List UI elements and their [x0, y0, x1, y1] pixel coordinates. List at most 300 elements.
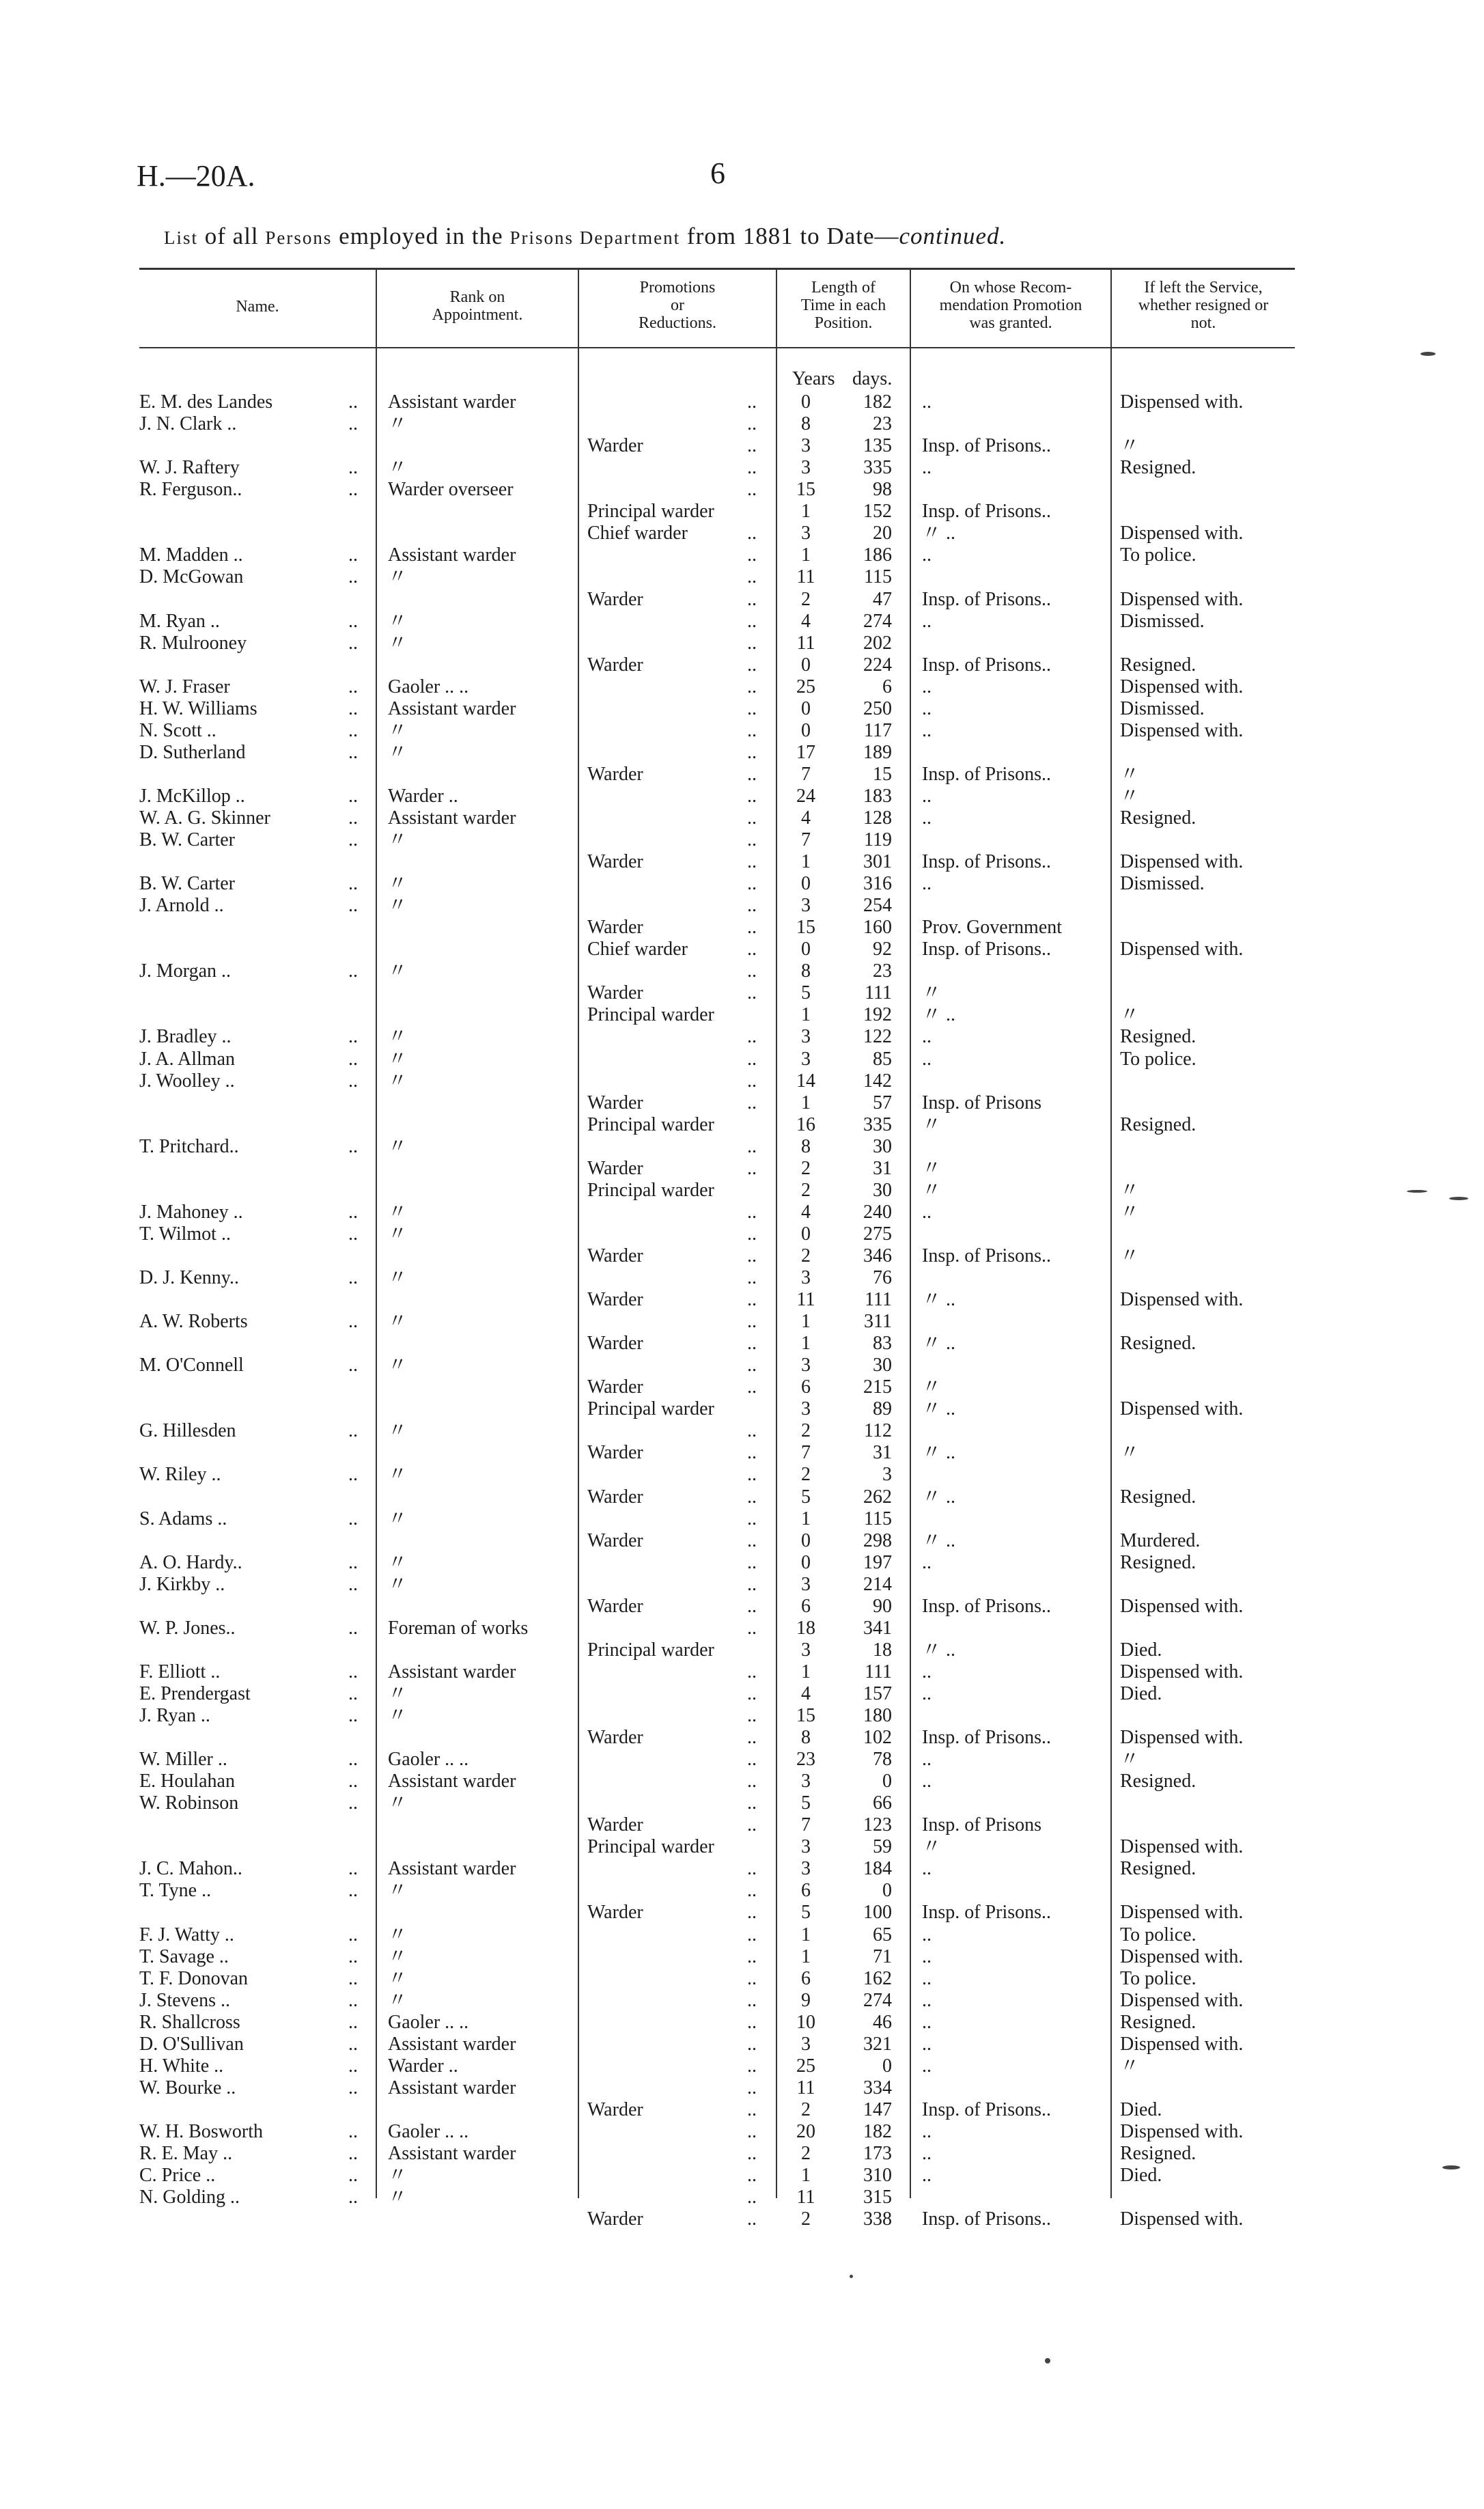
- table-row: [0, 523, 1484, 544]
- rank-on-appointment: 〃: [388, 1508, 408, 1529]
- promotion-or-reduction: Principal warder: [587, 1113, 714, 1135]
- promotion-or-reduction: Warder: [587, 851, 643, 872]
- table-row: [0, 1312, 1484, 1332]
- recommendation: 〃 ..: [922, 1529, 956, 1551]
- table-row: [0, 874, 1484, 894]
- years-value: 17: [796, 741, 815, 763]
- left-service-status: 〃: [1120, 1749, 1140, 1771]
- person-name: F. Elliott ..: [139, 1661, 221, 1682]
- person-name: J. Bradley ..: [139, 1026, 232, 1048]
- leader-dots: ..: [348, 1551, 358, 1573]
- rank-on-appointment: 〃: [388, 1311, 408, 1333]
- promotion-or-reduction: Principal warder: [587, 1836, 714, 1858]
- years-value: 4: [801, 610, 811, 632]
- years-value: 7: [801, 763, 811, 785]
- leader-dots: ..: [747, 2208, 757, 2230]
- recommendation: Insp. of Prisons: [922, 1092, 1042, 1113]
- table-row: [0, 1596, 1484, 1617]
- days-value: 47: [873, 588, 892, 610]
- leader-dots: ..: [747, 676, 757, 697]
- table-row: [0, 1531, 1484, 1551]
- promotion-or-reduction: Warder: [587, 588, 643, 610]
- years-value: 2: [801, 1245, 811, 1266]
- promotion-or-reduction: Warder: [587, 2098, 643, 2120]
- promotion-or-reduction: Warder: [587, 1442, 643, 1464]
- table-row: [0, 436, 1484, 456]
- years-value: 2: [801, 2143, 811, 2164]
- person-name: W. J. Raftery: [139, 457, 240, 479]
- days-value: 111: [865, 1661, 892, 1682]
- years-value: 8: [801, 1727, 811, 1748]
- recommendation: ..: [922, 1661, 932, 1682]
- rank-on-appointment: Assistant warder: [388, 2143, 516, 2164]
- recommendation: ..: [922, 2120, 932, 2142]
- rank-on-appointment: Assistant warder: [388, 1771, 516, 1792]
- leader-dots: ..: [747, 1749, 757, 1771]
- days-value: 338: [863, 2208, 892, 2230]
- leader-dots: ..: [348, 785, 358, 807]
- promotion-or-reduction: Principal warder: [587, 501, 714, 523]
- table-row: [0, 1180, 1484, 1201]
- table-row: [0, 2122, 1484, 2142]
- table-row: [0, 1947, 1484, 1967]
- recommendation: Insp. of Prisons..: [922, 501, 1052, 523]
- recommendation: Insp. of Prisons..: [922, 654, 1052, 676]
- rank-on-appointment: Assistant warder: [388, 1661, 516, 1682]
- recommendation: Insp. of Prisons..: [922, 1245, 1052, 1266]
- leader-dots: ..: [348, 1267, 358, 1288]
- table-row: [0, 1925, 1484, 1945]
- leader-dots: ..: [747, 1442, 757, 1464]
- recommendation: ..: [922, 807, 932, 829]
- days-value: 346: [863, 1245, 892, 1266]
- table-row: [0, 1640, 1484, 1661]
- years-value: 0: [801, 697, 811, 719]
- table-row: [0, 1159, 1484, 1179]
- years-value: 4: [801, 1682, 811, 1704]
- header-left-service-line1: If left the Service,: [1144, 279, 1263, 296]
- days-value: 254: [863, 895, 892, 917]
- header-recommendation: [911, 279, 1110, 332]
- table-row: [0, 961, 1484, 982]
- days-value: 6: [882, 676, 892, 697]
- years-value: 1: [801, 1333, 811, 1355]
- days-value: 301: [863, 851, 892, 872]
- leader-dots: ..: [348, 1705, 358, 1726]
- recommendation: ..: [922, 1771, 932, 1792]
- rank-on-appointment: 〃: [388, 1924, 408, 1945]
- years-value: 4: [801, 1201, 811, 1223]
- years-value: 5: [801, 1792, 811, 1814]
- leader-dots: ..: [747, 1617, 757, 1639]
- recommendation: Insp. of Prisons: [922, 1814, 1042, 1836]
- left-service-status: Died.: [1120, 1682, 1162, 1704]
- header-bottom-rule: [139, 347, 1295, 348]
- person-name: W. Bourke ..: [139, 2077, 236, 2098]
- days-value: 274: [863, 1989, 892, 2011]
- table-row: [0, 1902, 1484, 1923]
- rank-on-appointment: 〃: [388, 610, 408, 632]
- leader-dots: ..: [747, 588, 757, 610]
- table-row: [0, 2056, 1484, 2077]
- person-name: B. W. Carter: [139, 829, 235, 850]
- person-name: A. W. Roberts: [139, 1311, 248, 1333]
- person-name: S. Adams ..: [139, 1508, 227, 1529]
- years-value: 3: [801, 435, 811, 457]
- days-value: 115: [864, 566, 892, 588]
- years-value: 1: [801, 1945, 811, 1967]
- years-value: 3: [801, 1398, 811, 1420]
- rank-on-appointment: Assistant warder: [388, 807, 516, 829]
- leader-dots: ..: [747, 1201, 757, 1223]
- leader-dots: ..: [747, 1858, 757, 1880]
- leader-dots: ..: [747, 1727, 757, 1748]
- left-service-status: Dismissed.: [1120, 697, 1205, 719]
- leader-dots: ..: [348, 719, 358, 741]
- recommendation: ..: [922, 2055, 932, 2077]
- promotion-or-reduction: Warder: [587, 1727, 643, 1748]
- promotion-or-reduction: Principal warder: [587, 1179, 714, 1201]
- leader-dots: ..: [747, 1595, 757, 1617]
- person-name: D. McGowan: [139, 566, 244, 588]
- table-row: [0, 1268, 1484, 1288]
- years-value: 1: [801, 501, 811, 523]
- left-service-status: Resigned.: [1120, 1858, 1196, 1880]
- leader-dots: ..: [348, 2120, 358, 2142]
- days-value: 202: [863, 632, 892, 654]
- left-service-status: Dispensed with.: [1120, 1945, 1244, 1967]
- days-value: 240: [863, 1201, 892, 1223]
- years-value: 1: [801, 544, 811, 566]
- table-row: [0, 545, 1484, 566]
- promotion-or-reduction: Chief warder: [587, 523, 688, 544]
- days-value: 117: [864, 719, 892, 741]
- left-service-status: Resigned.: [1120, 2011, 1196, 2033]
- left-service-status: Died.: [1120, 2165, 1162, 2186]
- years-value: 3: [801, 1771, 811, 1792]
- days-value: 162: [863, 1967, 892, 1989]
- years-value: 23: [796, 1749, 815, 1771]
- leader-dots: ..: [348, 1420, 358, 1442]
- days-value: 315: [863, 2187, 892, 2208]
- table-row: [0, 1093, 1484, 1113]
- leader-dots: ..: [747, 1705, 757, 1726]
- rank-on-appointment: Gaoler .. ..: [388, 2120, 469, 2142]
- leader-dots: ..: [348, 873, 358, 895]
- days-value: 23: [873, 960, 892, 982]
- days-value: 3: [882, 1464, 892, 1486]
- left-service-status: 〃: [1120, 1179, 1140, 1201]
- person-name: J. N. Clark ..: [139, 413, 237, 434]
- left-service-status: 〃: [1120, 1201, 1140, 1223]
- page-number: 6: [710, 156, 725, 190]
- leader-dots: ..: [348, 1070, 358, 1092]
- leader-dots: ..: [348, 697, 358, 719]
- years-value: 1: [801, 2165, 811, 2186]
- person-name: J. Woolley ..: [139, 1070, 235, 1092]
- years-value: 9: [801, 1989, 811, 2011]
- days-value: 334: [863, 2077, 892, 2098]
- left-service-status: 〃: [1120, 1004, 1140, 1026]
- recommendation: ..: [922, 873, 932, 895]
- years-value: 1: [801, 1508, 811, 1529]
- table-row: [0, 1399, 1484, 1419]
- header-promotions: [579, 279, 776, 332]
- promotion-or-reduction: Warder: [587, 2208, 643, 2230]
- rank-on-appointment: Assistant warder: [388, 1858, 516, 1880]
- scan-speck: [1420, 352, 1436, 356]
- leader-dots: ..: [747, 1070, 757, 1092]
- table-row: [0, 1487, 1484, 1508]
- person-name: D. J. Kenny..: [139, 1267, 239, 1288]
- years-value: 25: [796, 676, 815, 697]
- unit-years: Years: [792, 368, 835, 389]
- leader-dots: ..: [747, 763, 757, 785]
- rank-on-appointment: 〃: [388, 1223, 408, 1245]
- person-name: J. A. Allman: [139, 1048, 236, 1070]
- days-value: 20: [873, 523, 892, 544]
- leader-dots: ..: [747, 391, 757, 413]
- years-value: 15: [796, 479, 815, 501]
- leader-dots: ..: [348, 960, 358, 982]
- leader-dots: ..: [348, 2143, 358, 2164]
- leader-dots: ..: [747, 1333, 757, 1355]
- days-value: 341: [863, 1617, 892, 1639]
- leader-dots: ..: [747, 1529, 757, 1551]
- person-name: D. O'Sullivan: [139, 2033, 244, 2055]
- header-recommendation-line2: mendation Promotion: [939, 296, 1082, 314]
- recommendation: Insp. of Prisons..: [922, 1727, 1052, 1748]
- leader-dots: ..: [747, 1464, 757, 1486]
- days-value: 180: [863, 1705, 892, 1726]
- leader-dots: ..: [348, 1858, 358, 1880]
- rank-on-appointment: Assistant warder: [388, 391, 516, 413]
- person-name: H. W. Williams: [139, 697, 257, 719]
- left-service-status: Dispensed with.: [1120, 676, 1244, 697]
- leader-dots: ..: [747, 2143, 757, 2164]
- rank-on-appointment: Warder overseer: [388, 479, 514, 501]
- leader-dots: ..: [747, 1924, 757, 1945]
- person-name: H. White ..: [139, 2055, 224, 2077]
- years-value: 2: [801, 1157, 811, 1179]
- leader-dots: ..: [747, 1092, 757, 1113]
- days-value: 85: [873, 1048, 892, 1070]
- person-name: W. Miller ..: [139, 1749, 227, 1771]
- years-value: 3: [801, 2033, 811, 2055]
- recommendation: 〃: [922, 1179, 942, 1201]
- leader-dots: ..: [747, 1376, 757, 1398]
- leader-dots: ..: [747, 807, 757, 829]
- days-value: 335: [863, 1113, 892, 1135]
- person-name: E. Prendergast: [139, 1682, 251, 1704]
- table-row: [0, 1333, 1484, 1354]
- promotion-or-reduction: Warder: [587, 1595, 643, 1617]
- days-value: 92: [873, 939, 892, 960]
- days-value: 215: [863, 1376, 892, 1398]
- leader-dots: ..: [348, 2187, 358, 2208]
- header-rank: [377, 288, 578, 324]
- rank-on-appointment: Warder ..: [388, 785, 458, 807]
- rank-on-appointment: Assistant warder: [388, 544, 516, 566]
- table-row: [0, 1202, 1484, 1223]
- recommendation: ..: [922, 719, 932, 741]
- days-value: 250: [863, 697, 892, 719]
- left-service-status: Resigned.: [1120, 1026, 1196, 1048]
- days-value: 182: [863, 391, 892, 413]
- years-value: 18: [796, 1617, 815, 1639]
- promotion-or-reduction: Warder: [587, 1486, 643, 1508]
- days-value: 111: [865, 982, 892, 1004]
- promotion-or-reduction: Warder: [587, 1333, 643, 1355]
- rank-on-appointment: 〃: [388, 741, 408, 763]
- left-service-status: Dispensed with.: [1120, 1902, 1244, 1924]
- days-value: 123: [863, 1814, 892, 1836]
- left-service-status: Died.: [1120, 2098, 1162, 2120]
- table-row: [0, 1618, 1484, 1639]
- header-rank-line1: Rank on: [449, 288, 505, 306]
- person-name: J. Arnold ..: [139, 895, 224, 917]
- days-value: 46: [873, 2011, 892, 2033]
- days-value: 111: [865, 1289, 892, 1310]
- leader-dots: ..: [747, 654, 757, 676]
- header-recommendation-line3: was granted.: [969, 314, 1052, 332]
- header-length-line2: Time in each: [800, 296, 886, 314]
- days-value: 160: [863, 917, 892, 939]
- table-row: [0, 1443, 1484, 1463]
- promotion-or-reduction: Warder: [587, 1092, 643, 1113]
- leader-dots: ..: [747, 479, 757, 501]
- rank-on-appointment: 〃: [388, 566, 408, 588]
- leader-dots: ..: [747, 719, 757, 741]
- left-service-status: Resigned.: [1120, 1551, 1196, 1573]
- table-row: [0, 721, 1484, 741]
- days-value: 31: [873, 1442, 892, 1464]
- leader-dots: ..: [747, 960, 757, 982]
- days-value: 30: [873, 1179, 892, 1201]
- recommendation: ..: [922, 1989, 932, 2011]
- leader-dots: ..: [747, 1267, 757, 1288]
- table-row: [0, 1553, 1484, 1573]
- recommendation: 〃: [922, 1113, 942, 1135]
- header-promotions-line3: Reductions.: [639, 314, 716, 332]
- table-row: [0, 939, 1484, 960]
- leader-dots: ..: [747, 2098, 757, 2120]
- leader-dots: ..: [348, 1135, 358, 1157]
- table-row: [0, 1859, 1484, 1879]
- table-row: [0, 1377, 1484, 1398]
- recommendation: 〃 ..: [922, 1442, 956, 1464]
- table-row: [0, 2012, 1484, 2033]
- leader-dots: ..: [747, 1682, 757, 1704]
- header-left-service-line2: whether resigned or: [1138, 296, 1269, 314]
- person-name: T. Savage ..: [139, 1945, 229, 1967]
- recommendation: ..: [922, 1945, 932, 1967]
- leader-dots: ..: [747, 1223, 757, 1245]
- leader-dots: ..: [348, 610, 358, 632]
- person-name: J. Ryan ..: [139, 1705, 210, 1726]
- leader-dots: ..: [747, 1792, 757, 1814]
- left-service-status: Dispensed with.: [1120, 1989, 1244, 2011]
- recommendation: ..: [922, 1551, 932, 1573]
- years-value: 3: [801, 895, 811, 917]
- rank-on-appointment: 〃: [388, 1464, 408, 1486]
- leader-dots: ..: [747, 917, 757, 939]
- rank-on-appointment: 〃: [388, 1792, 408, 1814]
- scan-speck: [1045, 2358, 1050, 2364]
- days-value: 65: [873, 1924, 892, 1945]
- table-row: [0, 1049, 1484, 1070]
- leader-dots: ..: [348, 1508, 358, 1529]
- leader-dots: ..: [348, 1201, 358, 1223]
- left-service-status: Resigned.: [1120, 1333, 1196, 1355]
- table-row: [0, 699, 1484, 719]
- recommendation: ..: [922, 1026, 932, 1048]
- table-row: [0, 501, 1484, 522]
- years-value: 24: [796, 785, 815, 807]
- leader-dots: ..: [747, 544, 757, 566]
- leader-dots: ..: [348, 1311, 358, 1333]
- years-value: 3: [801, 1573, 811, 1595]
- left-service-status: 〃: [1120, 435, 1140, 457]
- days-value: 119: [864, 829, 892, 850]
- recommendation: 〃 ..: [922, 1333, 956, 1355]
- years-value: 0: [801, 1223, 811, 1245]
- person-name: N. Golding ..: [139, 2187, 240, 2208]
- scan-speck: [1449, 1197, 1468, 1200]
- leader-dots: ..: [348, 1945, 358, 1967]
- header-name: Name.: [236, 298, 279, 316]
- rank-on-appointment: 〃: [388, 1355, 408, 1376]
- rank-on-appointment: 〃: [388, 632, 408, 654]
- left-service-status: 〃: [1120, 785, 1140, 807]
- header-left-service-line3: not.: [1190, 314, 1216, 332]
- rank-on-appointment: Warder ..: [388, 2055, 458, 2077]
- table-row: [0, 1771, 1484, 1792]
- leader-dots: ..: [747, 1902, 757, 1924]
- leader-dots: ..: [747, 873, 757, 895]
- recommendation: ..: [922, 2143, 932, 2164]
- table-row: [0, 1991, 1484, 2011]
- days-value: 30: [873, 1355, 892, 1376]
- person-name: W. J. Fraser: [139, 676, 230, 697]
- person-name: J. Mahoney ..: [139, 1201, 243, 1223]
- days-value: 115: [864, 1508, 892, 1529]
- leader-dots: ..: [348, 895, 358, 917]
- page-title: [164, 223, 1366, 250]
- years-value: 16: [796, 1113, 815, 1135]
- table-row: [0, 480, 1484, 500]
- recommendation: 〃: [922, 982, 942, 1004]
- recommendation: ..: [922, 544, 932, 566]
- years-value: 8: [801, 413, 811, 434]
- leader-dots: ..: [747, 741, 757, 763]
- leader-dots: ..: [348, 1792, 358, 1814]
- recommendation: 〃: [922, 1836, 942, 1858]
- left-service-status: Resigned.: [1120, 1486, 1196, 1508]
- leader-dots: ..: [747, 829, 757, 850]
- rank-on-appointment: 〃: [388, 895, 408, 917]
- table-row: [0, 2209, 1484, 2230]
- scan-speck: [1407, 1190, 1427, 1193]
- leader-dots: ..: [348, 2033, 358, 2055]
- leader-dots: ..: [747, 1661, 757, 1682]
- years-value: 11: [796, 1289, 815, 1310]
- years-value: 0: [801, 873, 811, 895]
- table-row: [0, 808, 1484, 829]
- years-value: 1: [801, 1311, 811, 1333]
- leader-dots: ..: [747, 1048, 757, 1070]
- days-value: 142: [863, 1070, 892, 1092]
